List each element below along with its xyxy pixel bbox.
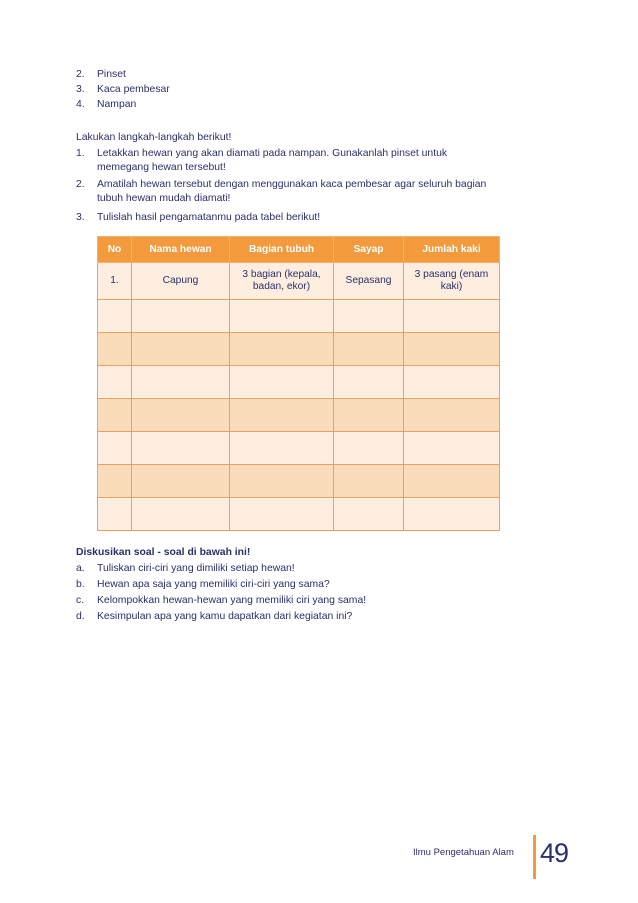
step-number: 1. <box>76 148 85 159</box>
table-cell <box>132 432 230 465</box>
table-cell <box>404 465 500 498</box>
table-cell <box>334 333 404 366</box>
table-row <box>98 465 500 498</box>
discussion-text: Kesimpulan apa yang kamu dapatkan dari kegiatan ini? <box>97 611 353 622</box>
step-item <box>76 147 496 176</box>
discussion-letter: d. <box>76 611 85 622</box>
table-cell <box>132 366 230 399</box>
table-row <box>98 432 500 465</box>
discussion-item <box>76 610 506 624</box>
header-bagian-tubuh: Bagian tubuh <box>230 237 334 263</box>
table-cell <box>98 333 132 366</box>
table-cell <box>230 300 334 333</box>
table-cell: 3 bagian (kepala, badan, ekor) <box>230 263 334 300</box>
table-cell <box>230 465 334 498</box>
table-cell <box>404 366 500 399</box>
header-jumlah-kaki: Jumlah kaki <box>404 237 500 263</box>
discussion-item <box>76 562 506 576</box>
table-row <box>98 263 500 300</box>
step-item <box>76 178 496 207</box>
tools-list-item <box>76 68 506 82</box>
header-sayap: Sayap <box>334 237 404 263</box>
footer-subject: Ilmu Pengetahuan Alam <box>413 847 514 858</box>
step-number: 2. <box>76 179 85 190</box>
discussion-letter: c. <box>76 595 85 606</box>
table-cell <box>334 399 404 432</box>
table-cell <box>230 333 334 366</box>
discussion-text: Kelompokkan hewan-hewan yang memiliki ciri yang sama! <box>97 595 367 606</box>
table-cell <box>98 465 132 498</box>
list-number: 2. <box>76 69 85 80</box>
table-cell: Capung <box>132 263 230 300</box>
list-text: Pinset <box>97 69 126 80</box>
footer-accent-bar <box>533 835 536 879</box>
table-row <box>98 300 500 333</box>
table-cell <box>98 432 132 465</box>
table-cell <box>98 300 132 333</box>
table-cell <box>230 432 334 465</box>
list-text: Nampan <box>97 99 137 110</box>
table-cell <box>132 300 230 333</box>
step-number: 3. <box>76 212 85 223</box>
table-cell: Sepasang <box>334 263 404 300</box>
table-cell <box>334 300 404 333</box>
steps-intro: Lakukan langkah-langkah berikut! <box>76 132 232 143</box>
table-cell <box>404 498 500 531</box>
step-item <box>76 211 506 225</box>
table-cell <box>404 300 500 333</box>
list-number: 3. <box>76 84 85 95</box>
table-cell <box>132 399 230 432</box>
table-cell <box>98 498 132 531</box>
discussion-title: Diskusikan soal - soal di bawah ini! <box>76 547 251 558</box>
table-cell <box>230 366 334 399</box>
discussion-letter: a. <box>76 563 85 574</box>
table-cell <box>98 399 132 432</box>
list-number: 4. <box>76 99 85 110</box>
header-no: No <box>98 237 132 263</box>
step-text: Amatilah hewan tersebut dengan menggunakan kaca pembesar agar seluruh bagian tubuh hewan mudah diamati! <box>97 179 487 205</box>
table-row <box>98 333 500 366</box>
table-cell: 3 pasang (enam kaki) <box>404 263 500 300</box>
table-cell <box>404 333 500 366</box>
discussion-item <box>76 578 506 592</box>
header-nama-hewan: Nama hewan <box>132 237 230 263</box>
table-cell: 1. <box>98 263 132 300</box>
table-cell <box>132 498 230 531</box>
table-cell <box>404 399 500 432</box>
step-text: Tulislah hasil pengamatanmu pada tabel berikut! <box>97 212 321 223</box>
table-cell <box>230 498 334 531</box>
tools-list-item <box>76 83 506 97</box>
table-cell <box>98 366 132 399</box>
table-cell <box>334 366 404 399</box>
discussion-text: Tuliskan ciri-ciri yang dimiliki setiap hewan! <box>97 563 295 574</box>
table-cell <box>230 399 334 432</box>
table-row <box>98 498 500 531</box>
observation-table <box>97 236 500 531</box>
tools-list-item <box>76 98 506 112</box>
discussion-text: Hewan apa saja yang memiliki ciri-ciri yang sama? <box>97 579 330 590</box>
table-cell <box>334 498 404 531</box>
list-text: Kaca pembesar <box>97 84 170 95</box>
table-cell <box>132 333 230 366</box>
page-number: 49 <box>540 838 569 868</box>
table-cell <box>404 432 500 465</box>
table-cell <box>334 465 404 498</box>
table-row <box>98 399 500 432</box>
table-cell <box>334 432 404 465</box>
table-cell <box>132 465 230 498</box>
step-text: Letakkan hewan yang akan diamati pada nampan. Gunakanlah pinset untuk memegang hewan tersebut! <box>97 148 448 174</box>
discussion-letter: b. <box>76 579 85 590</box>
table-header-row <box>98 237 500 263</box>
table-row <box>98 366 500 399</box>
discussion-item <box>76 594 506 608</box>
